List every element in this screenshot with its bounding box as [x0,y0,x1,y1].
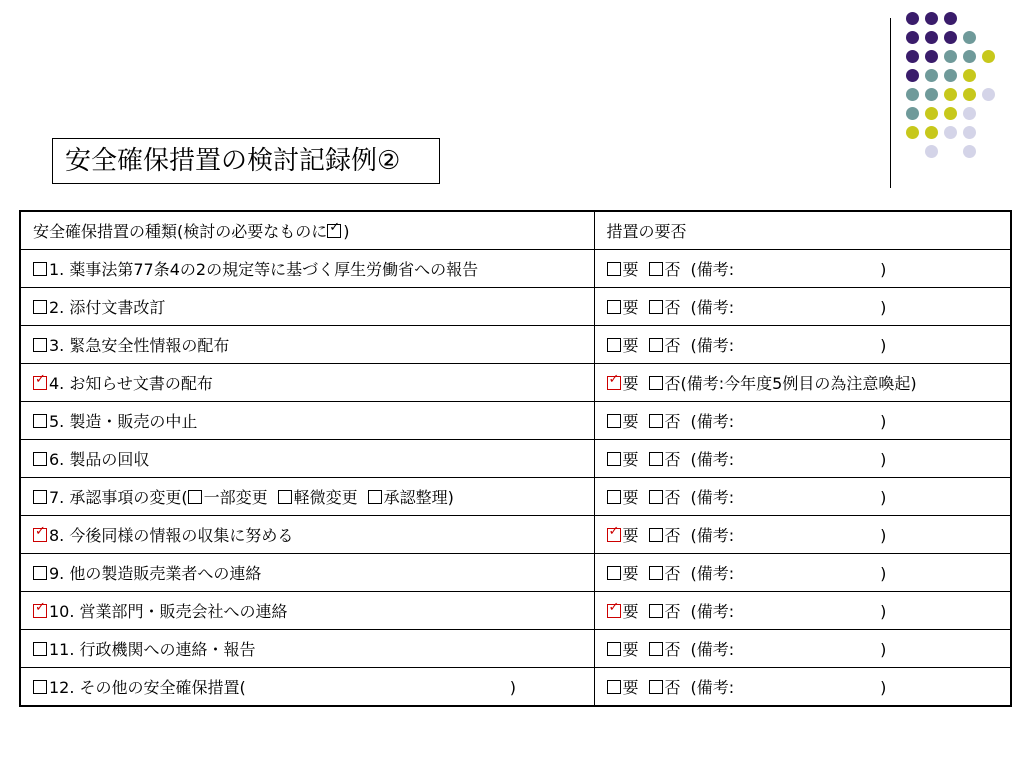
not-required-label: 否 [664,678,681,697]
decision-cell [594,478,1011,516]
check-mark-icon: ✓ [35,524,46,539]
decorative-dot [944,31,957,44]
required-label: 要 [622,602,639,621]
decorative-dot [906,107,919,120]
sub-option-label: 一部変更 [203,488,268,507]
not-required-checkbox[interactable] [649,680,663,694]
required-label: 要 [622,526,639,545]
decision-cell [594,554,1011,592]
table-row [20,288,1011,326]
note-close: ) [880,564,887,583]
note-open: (備考: [690,336,735,355]
not-required-checkbox[interactable] [649,528,663,542]
decorative-dot [925,145,938,158]
decorative-dot [982,88,995,101]
measure-label: 5. 製造・販売の中止 [49,412,198,431]
measure-cell [20,288,594,326]
required-checkbox[interactable] [607,566,621,580]
note-close: ) [880,412,887,431]
measure-label: 10. 営業部門・販売会社への連絡 [49,602,288,621]
not-required-checkbox[interactable] [649,452,663,466]
note-close: ) [880,298,887,317]
decorative-dot [906,31,919,44]
measure-label: 3. 緊急安全性情報の配布 [49,336,230,355]
check-mark-icon: ✓ [608,372,620,387]
note-open: (備考: [690,678,735,697]
sub-option-label: 軽微変更 [293,488,358,507]
table-row [20,326,1011,364]
decision-cell [594,440,1011,478]
note-open: (備考: [690,640,735,659]
not-required-checkbox[interactable] [649,642,663,656]
measure-label: 2. 添付文書改訂 [49,298,166,317]
required-checkbox[interactable] [607,452,621,466]
measure-cell [20,554,594,592]
note-close: ) [880,640,887,659]
not-required-label: 否 [664,602,681,621]
required-checkbox[interactable] [607,600,621,618]
not-required-checkbox[interactable] [649,566,663,580]
decision-cell [594,402,1011,440]
measure-cell [20,364,594,402]
decorative-dot [925,107,938,120]
measure-checkbox[interactable] [33,338,47,352]
decorative-dot [925,12,938,25]
measure-label: 12. その他の安全確保措置( [49,678,246,697]
note-open: (備考: [690,298,735,317]
sub-option-checkbox[interactable] [278,490,292,504]
checkbox-checked-icon: ✓ [327,224,341,238]
note-close: ) [880,602,887,621]
note-close: ) [880,450,887,469]
required-label: 要 [622,450,639,469]
note-open: (備考: [690,602,735,621]
measure-cell [20,402,594,440]
decorative-dot [944,88,957,101]
decision-cell [594,364,1011,402]
header-measure-label-end: ) [343,222,350,241]
decorative-dot [925,50,938,63]
not-required-checkbox[interactable] [649,490,663,504]
not-required-checkbox[interactable] [649,376,663,390]
decorative-dot [906,12,919,25]
table-row [20,364,1011,402]
not-required-checkbox[interactable] [649,338,663,352]
decision-cell [594,630,1011,668]
not-required-checkbox[interactable] [649,604,663,618]
not-required-label: 否 [664,298,681,317]
measure-label: 6. 製品の回収 [49,450,150,469]
not-required-label: 否 [664,450,681,469]
decision-cell [594,592,1011,630]
measure-checkbox[interactable] [33,524,47,542]
note-close: ) [880,488,887,507]
not-required-label: 否 [664,260,681,279]
measure-label: 1. 薬事法第77条4の2の規定等に基づく厚生労働省への報告 [49,260,479,279]
measure-cell [20,592,594,630]
decorative-dot [944,12,957,25]
not-required-label: 否 [664,640,681,659]
measure-checkbox[interactable] [33,566,47,580]
measure-cell [20,478,594,516]
decision-cell [594,250,1011,288]
required-label: 要 [622,336,639,355]
not-required-label: 否 [664,564,681,583]
measure-cell [20,440,594,478]
check-mark-icon: ✓ [608,600,620,615]
note-open: (備考: [680,374,725,393]
safety-measures-table [19,210,1012,707]
measure-label: 7. 承認事項の変更( [49,488,188,507]
decorative-dot [944,107,957,120]
required-checkbox[interactable] [607,490,621,504]
measure-cell [20,250,594,288]
note-open: (備考: [690,450,735,469]
decision-cell [594,326,1011,364]
table-row [20,440,1011,478]
decorative-dot [963,107,976,120]
table-row [20,402,1011,440]
not-required-label: 否 [664,488,681,507]
table-row [20,554,1011,592]
measure-label: 4. お知らせ文書の配布 [49,374,213,393]
table-row [20,250,1011,288]
sub-option-label: 承認整理 [383,488,448,507]
decorative-dot [925,69,938,82]
measure-checkbox[interactable] [33,262,47,276]
header-measure-label: 安全確保措置の種類(検討の必要なものに [33,222,328,241]
measure-cell [20,516,594,554]
decorative-dot [963,88,976,101]
note-open: (備考: [690,412,735,431]
required-label: 要 [622,260,639,279]
check-mark-icon: ✓ [35,600,46,615]
required-checkbox[interactable] [607,680,621,694]
decorative-dot [963,50,976,63]
decorative-dot [906,126,919,139]
table-row [20,592,1011,630]
header-decision: 措置の要否 [594,211,1011,250]
required-label: 要 [622,488,639,507]
header-measure-type [20,211,594,250]
measure-label: 11. 行政機関への連絡・報告 [49,640,256,659]
measure-label: 8. 今後同様の情報の収集に努める [49,526,294,545]
measure-cell [20,326,594,364]
note-open: (備考: [690,260,735,279]
check-mark-icon: ✓ [35,372,46,387]
sub-option-checkbox[interactable] [368,490,382,504]
decorative-dot [925,31,938,44]
not-required-label: 否 [664,526,681,545]
required-checkbox[interactable] [607,338,621,352]
decorative-dot [963,145,976,158]
decorative-dot [944,69,957,82]
measure-checkbox[interactable] [33,372,47,390]
measure-checkbox[interactable] [33,680,47,694]
required-label: 要 [622,298,639,317]
decorative-dot [906,50,919,63]
note-close: ) [880,260,887,279]
decorative-dot [906,88,919,101]
decorative-dot [906,69,919,82]
required-checkbox[interactable] [607,642,621,656]
decorative-dot [944,50,957,63]
not-required-label: 否 [664,336,681,355]
measure-checkbox[interactable] [33,642,47,656]
measure-checkbox[interactable] [33,300,47,314]
required-checkbox[interactable] [607,372,621,390]
decision-cell [594,516,1011,554]
table-header-row [20,211,1011,250]
table-row [20,668,1011,707]
note-text: 今年度5例目の為注意喚起 [724,374,911,393]
measure-cell [20,668,594,707]
required-checkbox[interactable] [607,414,621,428]
table-row [20,478,1011,516]
note-close: ) [910,374,917,393]
table-row [20,630,1011,668]
decision-cell [594,668,1011,707]
required-checkbox[interactable] [607,300,621,314]
not-required-checkbox[interactable] [649,300,663,314]
not-required-label: 否 [664,374,681,393]
page-title: 安全確保措置の検討記録例② [52,138,440,184]
measure-label-end: ) [447,488,454,507]
decorative-dot [982,50,995,63]
table-body [20,211,1011,706]
measure-checkbox[interactable] [33,600,47,618]
required-checkbox[interactable] [607,524,621,542]
check-mark-icon: ✓ [608,524,620,539]
not-required-label: 否 [664,412,681,431]
not-required-checkbox[interactable] [649,262,663,276]
measure-checkbox[interactable] [33,490,47,504]
note-close: ) [880,526,887,545]
required-label: 要 [622,564,639,583]
measure-label-end: ) [509,678,517,697]
note-open: (備考: [690,526,735,545]
note-close: ) [880,336,887,355]
decorative-dot [925,88,938,101]
required-label: 要 [622,412,639,431]
decorative-dot [925,126,938,139]
required-label: 要 [622,678,639,697]
decorative-dot [944,126,957,139]
divider-line [890,18,891,188]
note-open: (備考: [690,564,735,583]
measure-label: 9. 他の製造販売業者への連絡 [49,564,262,583]
note-close: ) [880,678,887,697]
decorative-dot [963,31,976,44]
note-open: (備考: [690,488,735,507]
measure-checkbox[interactable] [33,452,47,466]
decorative-dot-grid [906,12,1016,172]
decorative-dot [963,126,976,139]
decorative-dot [963,69,976,82]
measure-cell [20,630,594,668]
sub-option-checkbox[interactable] [188,490,202,504]
decision-cell [594,288,1011,326]
required-label: 要 [622,640,639,659]
measure-checkbox[interactable] [33,414,47,428]
required-checkbox[interactable] [607,262,621,276]
not-required-checkbox[interactable] [649,414,663,428]
table-row [20,516,1011,554]
required-label: 要 [622,374,639,393]
